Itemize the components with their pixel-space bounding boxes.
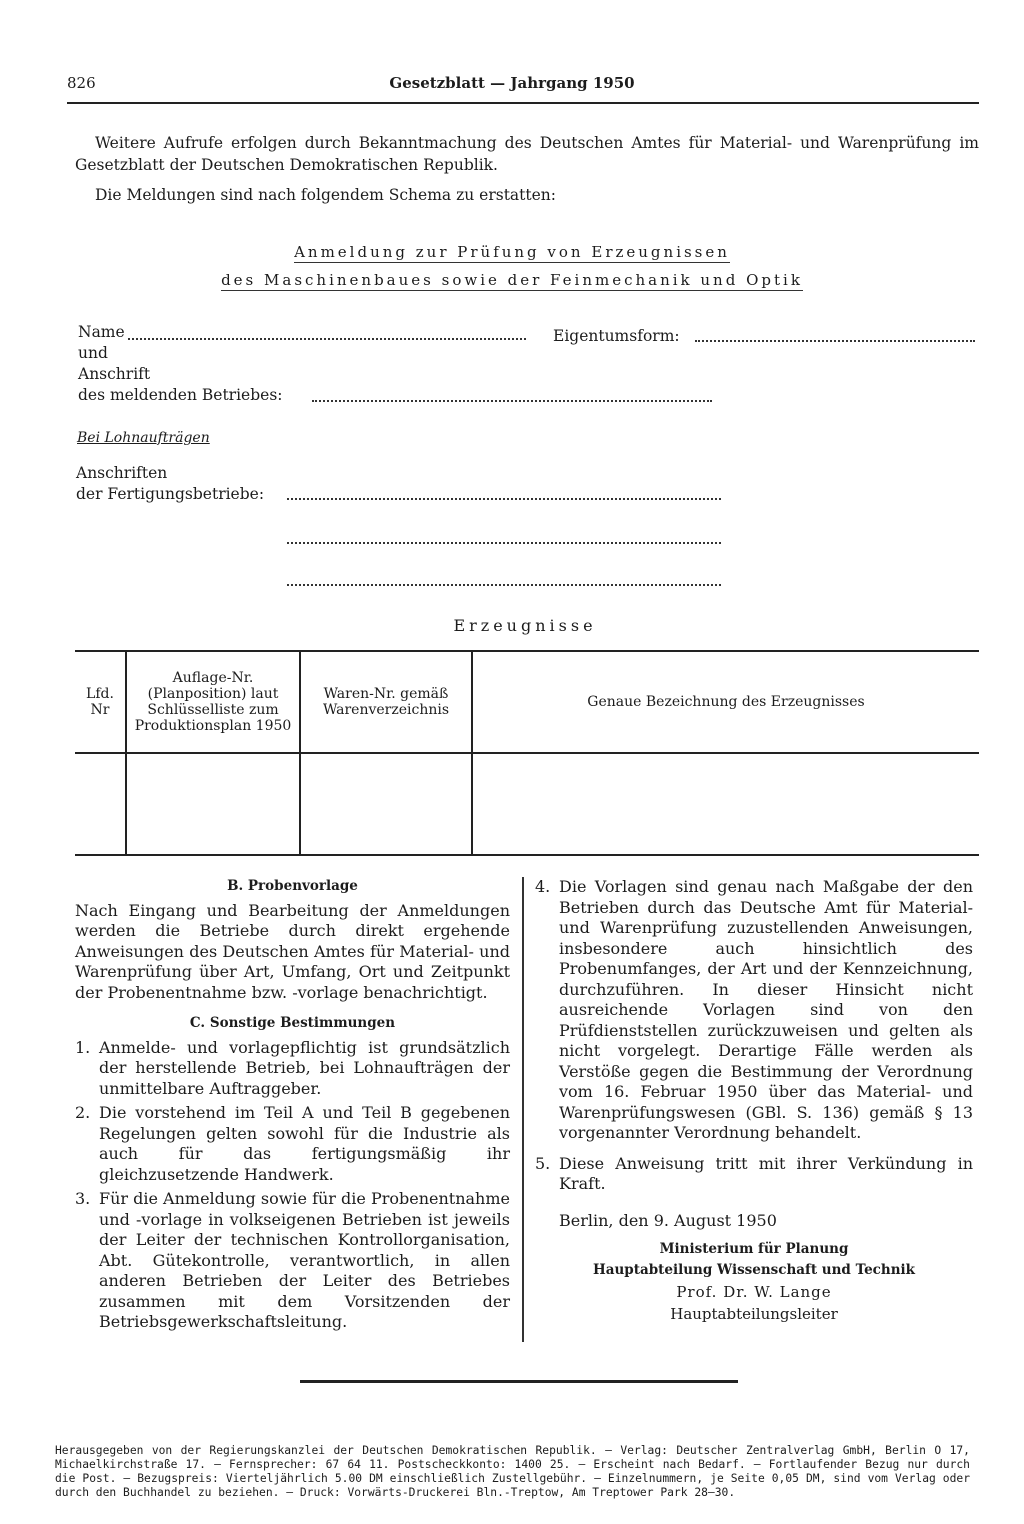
cell-auflage-nr[interactable]	[126, 753, 300, 855]
provision-text: Anmelde- und vorlagepflichtig ist grundsätzlich der herstellende Betrieb, bei Lohnaufträgen der unmittelbare Auftraggeber.	[99, 1037, 510, 1098]
name-fill-line[interactable]	[128, 338, 526, 340]
products-table	[75, 650, 979, 856]
addresses-fill-line-1[interactable]	[287, 498, 721, 500]
header-rule	[67, 102, 979, 104]
section-c-heading: C. Sonstige Bestimmungen	[189, 1015, 396, 1031]
page-number: 826	[67, 74, 96, 92]
running-head: Gesetzblatt — Jahrgang 1950	[389, 74, 635, 92]
cell-lfd-nr[interactable]	[75, 753, 126, 855]
signatory-name: Prof. Dr. W. Lange	[676, 1283, 832, 1301]
intro-paragraph-2: Die Meldungen sind nach folgendem Schema zu erstatten:	[95, 186, 556, 204]
provision-text: Diese Anweisung tritt mit ihrer Verkündung in Kraft.	[559, 1153, 973, 1193]
right-column	[535, 877, 973, 1325]
provision-number: 3.	[75, 1189, 91, 1208]
col-waren-nr: Waren-Nr. gemäß Warenverzeichnis	[300, 651, 472, 753]
name-label-anschrift: Anschrift	[78, 365, 151, 383]
addresses-label: Anschriften	[76, 464, 168, 482]
form-title-line-1: Anmeldung zur Prüfung von Erzeugnissen	[294, 243, 730, 261]
ministry-name: Ministerium für Planung	[659, 1241, 849, 1257]
closing-rule	[300, 1380, 738, 1383]
column-divider	[522, 877, 524, 1342]
provision-text: Die Vorlagen sind genau nach Maßgabe der den Betrieben durch das Deutsche Amt für Material- und Warenprüfung zuzustellenden Anweisungen, insbesondere auch hinsichtlich des Probenumfanges, der Art und der Kennzeichnung, durchzuführen. In dieser Hinsicht nicht ausreichende Vorlagen sind von den Prüfdienststellen zurückzuweisen und gelten als nicht vorgelegt. Derartige Fälle werden als Verstöße gegen die Bestimmung der Verordnung vom 16. Februar 1950 über das Material- und Warenprüfungswesen (GBl. S. 136) gemäß § 13 vorgenannter Verordnung behandelt.	[559, 877, 973, 1142]
place-date: Berlin, den 9. August 1950	[559, 1210, 777, 1230]
provision-number: 4.	[535, 877, 551, 896]
provision-3	[75, 1189, 510, 1333]
addresses-fill-line-2[interactable]	[287, 542, 721, 544]
provision-number: 1.	[75, 1037, 91, 1057]
cell-bezeichnung[interactable]	[472, 753, 979, 855]
col-lfd-nr: Lfd. Nr	[75, 651, 126, 753]
form-title-line-2: des Maschinenbaues sowie der Feinmechanik und Optik	[221, 271, 803, 289]
ownership-fill-line[interactable]	[695, 340, 975, 342]
subcontract-label: Bei Lohnaufträgen	[77, 430, 210, 446]
department-name: Hauptabteilung Wissenschaft und Technik	[592, 1262, 915, 1278]
provision-4	[535, 877, 973, 1144]
provision-2	[75, 1103, 510, 1185]
col-auflage-nr: Auflage-Nr. (Planposition) laut Schlüsselliste zum Produktionsplan 1950	[126, 651, 300, 753]
addresses-fill-line-3[interactable]	[287, 584, 721, 586]
col-bezeichnung: Genaue Bezeichnung des Erzeugnisses	[472, 651, 979, 753]
provision-number: 2.	[75, 1103, 91, 1122]
section-b-text: Nach Eingang und Bearbeitung der Anmeldungen werden die Betriebe durch direkt ergehende Anweisungen des Deutschen Amtes für Material- und Warenprüfung über Art, Umfang, Ort und Zeitpunkt der Probenentnahme bzw. -vorlage benachrichtigt.	[75, 900, 510, 1002]
name-label-betrieb: des meldenden Betriebes:	[78, 386, 283, 404]
addresses-label-betriebe: der Fertigungsbetriebe:	[76, 485, 265, 503]
imprint: Herausgegeben von der Regierungskanzlei der Deutschen Demokratischen Republik. — Verlag: Deutscher Zentralverlag GmbH, Berlin O 17, Michaelkirchstraße 17. — Fernsprecher: 67 64 11. Postscheckkonto: 1400 25. — Erscheint nach Bedarf. — Fortlaufender Bezug nur durch die Post. — Bezugspreis: Vierteljährlich 5.00 DM einschließlich Zustellgebühr. — Einzelnummern, je Seite 0,05 DM, sind vom Verlag oder durch den Buchhandel zu beziehen. — Druck: Vorwärts-Druckerei Bln.-Treptow, Am Treptower Park 28—30.	[55, 1444, 970, 1499]
name-label: Name	[78, 323, 125, 341]
provision-number: 5.	[535, 1153, 551, 1173]
products-heading: Erzeugnisse	[453, 616, 597, 635]
left-column	[75, 876, 510, 1333]
products-header-row	[75, 651, 979, 753]
products-entry-row	[75, 753, 979, 855]
provision-text: Die vorstehend im Teil A und Teil B gegebenen Regelungen gelten sowohl für die Industrie als auch für das fertigungsmäßig ihr gleichzusetzende Handwerk.	[99, 1103, 510, 1184]
provision-5	[535, 1154, 973, 1195]
signatory-title: Hauptabteilungsleiter	[670, 1305, 838, 1323]
ownership-label: Eigentumsform:	[553, 327, 680, 345]
name-label-und: und	[78, 344, 108, 362]
intro-paragraph-1: Weitere Aufrufe erfolgen durch Bekanntmachung des Deutschen Amtes für Material- und Warenprüfung im Gesetzblatt der Deutschen Demokratischen Republik.	[75, 134, 979, 174]
cell-waren-nr[interactable]	[300, 753, 472, 855]
section-b-heading: B. Probenvorlage	[227, 878, 358, 894]
address-fill-line[interactable]	[312, 400, 712, 402]
provision-1	[75, 1038, 510, 1100]
provision-text: Für die Anmeldung sowie für die Probenentnahme und -vorlage in volkseigenen Betrieben ist jeweils der Leiter der technischen Kontrollorganisation, Abt. Gütekontrolle, verantwortlich, in allen anderen Betrieben der Leiter des Betriebes zusammen mit dem Vorsitzenden der Betriebsgewerkschaftsleitung.	[99, 1189, 510, 1331]
